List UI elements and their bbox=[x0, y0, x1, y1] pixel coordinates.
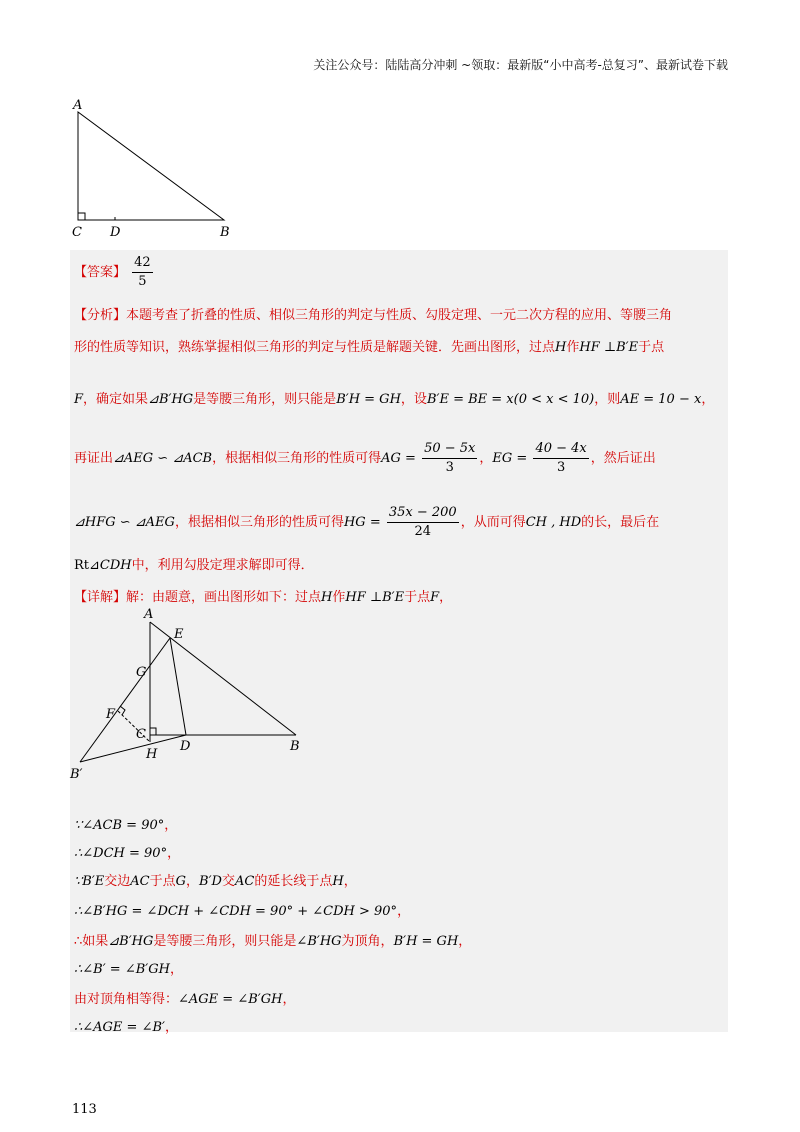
analysis-line-5: ⊿HFG ∽ ⊿AEG，根据相似三角形的性质可得HG = $\frac{35x - 200}{24}$ ，从而可得CH , HD的长，最后在 bbox=[74, 505, 660, 539]
label-A: A bbox=[144, 607, 154, 622]
answer-fraction: $\frac{42}{5}$ bbox=[134, 255, 151, 289]
figure-folded-triangle bbox=[68, 604, 318, 794]
label-H: H bbox=[146, 747, 158, 762]
analysis-line-1: 【分析】本题考查了折叠的性质、相似三角形的判定与性质、勾股定理、一元二次方程的应用、等腰三角 bbox=[74, 308, 673, 323]
label-D: D bbox=[110, 225, 121, 240]
step-8: ∴∠AGE = ∠B′， bbox=[74, 1020, 178, 1035]
page-number: 113 bbox=[72, 1102, 97, 1117]
analysis-label: 【分析】 bbox=[74, 308, 127, 323]
label-B-prime: B′ bbox=[70, 767, 83, 782]
step-7: 由对顶角相等得：∠AGE = ∠B′GH， bbox=[74, 992, 296, 1007]
analysis-line-4: 再证出⊿AEG ∽ ⊿ACB，根据相似三角形的性质可得AG = $\frac{50 - 5x}{3}$ ，EG = $\frac{40 - 4x}{3}$ ，然后证出 bbox=[74, 441, 656, 475]
fraction-ag: $\frac{50 - 5x}{3}$ bbox=[424, 441, 476, 475]
label-B: B bbox=[220, 225, 230, 240]
analysis-line-6: Rt⊿CDH中，利用勾股定理求解即可得． bbox=[74, 558, 314, 573]
label-E: E bbox=[174, 627, 184, 642]
step-1: ∵∠ACB = 90°， bbox=[74, 818, 178, 833]
analysis-line-3: F，确定如果⊿B′HG是等腰三角形，则只能是B′H = GH，设B′E = BE = x(0 < x < 10)，则AE = 10 − x， bbox=[74, 392, 715, 407]
step-4: ∴∠B′HG = ∠DCH + ∠CDH = 90° + ∠CDH > 90°， bbox=[74, 904, 411, 919]
label-D: D bbox=[180, 739, 191, 754]
step-6: ∴∠B′ = ∠B′GH， bbox=[74, 962, 183, 977]
answer-label: 【答案】 bbox=[74, 265, 127, 280]
page-header: 关注公众号：陆陆高分冲刺 ~领取：最新版“小中高考-总复习”、最新试卷下载 bbox=[313, 58, 728, 72]
label-C: C bbox=[136, 727, 146, 742]
answer-line bbox=[74, 254, 155, 291]
label-B: B bbox=[290, 739, 300, 754]
label-C: C bbox=[72, 225, 82, 240]
step-5: ∴如果⊿B′HG是等腰三角形，则只能是∠B′HG为顶角，B′H = GH， bbox=[74, 934, 472, 949]
fraction-hg: $\frac{35x - 200}{24}$ bbox=[388, 505, 457, 539]
label-G: G bbox=[136, 665, 147, 680]
detail-line-1: 【详解】解：由题意，画出图形如下：过点H作HF ⊥B′E于点F， bbox=[74, 590, 453, 605]
label-A: A bbox=[73, 98, 83, 113]
figure-triangle-acb bbox=[64, 92, 244, 242]
detail-label: 【详解】 bbox=[74, 590, 127, 605]
label-F: F bbox=[106, 707, 116, 722]
step-2: ∴∠DCH = 90°， bbox=[74, 846, 181, 861]
step-3: ∵B′E交边AC于点G，B′D交AC的延长线于点H， bbox=[74, 874, 357, 889]
fraction-eg: $\frac{40 - 4x}{3}$ bbox=[535, 441, 587, 475]
analysis-line-2: 形的性质等知识，熟练掌握相似三角形的判定与性质是解题关键．先画出图形，过点H作HF ⊥B′E于点 bbox=[74, 340, 665, 355]
